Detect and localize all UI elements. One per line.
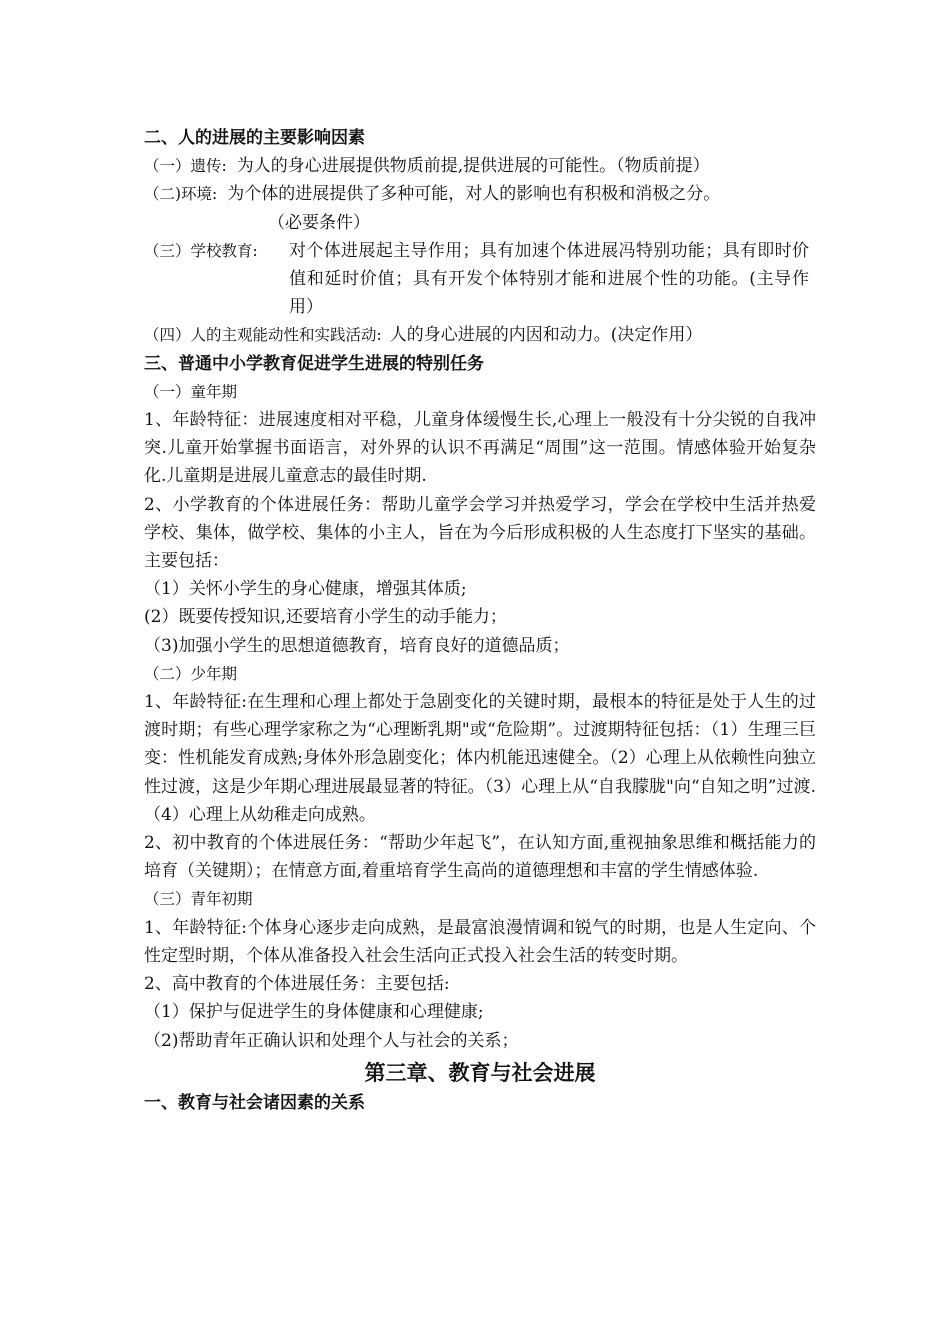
list-item: （1）关怀小学生的身心健康，增强其体质;	[144, 579, 467, 600]
item-text: 为人的身心进展提供物质前提,提供进展的可能性。（物质前提）	[236, 156, 710, 177]
subsection-adolescence: （二）少年期	[144, 664, 238, 683]
item-environment	[144, 180, 816, 208]
paragraph: 1、年龄特征：进展速度相对平稳，儿童身体缓慢生长,心理上一般没有十分尖锐的自我冲突.儿童开始掌握书面语言，对外界的认识不再满足“周围”这一范围。情感体验开始复杂化.儿童期是进展儿童意志的最佳时期.	[144, 410, 816, 487]
item-environment-note: （必要条件）	[268, 212, 370, 233]
item-label: （四）人的主观能动性和实践活动:	[144, 326, 382, 345]
list-item: (2）既要传授知识,还要培育小学生的动手能力；	[144, 607, 507, 628]
paragraph: 2、高中教育的个体进展任务：主要包括:	[144, 974, 450, 995]
item-heredity	[144, 152, 816, 180]
item-label: （一）遗传:	[144, 157, 227, 176]
section-heading-special-tasks: 三、普通中小学教育促进学生进展的特别任务	[144, 353, 484, 374]
subsection-early-youth: （三）青年初期	[144, 890, 253, 909]
item-subjective-initiative	[144, 321, 816, 349]
subsection-childhood: （一）童年期	[144, 382, 238, 401]
section-heading-education-society: 一、教育与社会诸因素的关系	[144, 1092, 365, 1113]
item-label: （二)环境:	[144, 185, 218, 204]
item-text: 为个体的进展提供了多种可能，对人的影响也有积极和消极之分。	[227, 184, 721, 205]
paragraph: 1、年龄特征:在生理和心理上都处于急剧变化的关键时期，最根本的特征是处于人生的过渡时期；有些心理学家称之为“心理断乳期"或“危险期”。过渡期特征包括：（1）生理三巨变：性机能发育成熟;身体外形急剧变化；体内机能迅速健全。（2）心理上从依赖性向独立性过渡，这是少年期心理进展最显著的特征。（3）心理上从“自我朦胧"向“自知之明”过渡.（4）心理上从幼稚走向成熟。	[144, 692, 816, 825]
item-school-education	[144, 237, 816, 322]
paragraph: 2、初中教育的个体进展任务：“帮助少年起飞”，在认知方面,重视抽象思维和概括能力的培育（关键期）；在情意方面,着重培育学生高尚的道德理想和丰富的学生情感体验.	[144, 833, 816, 882]
list-item: （2)帮助青年正确认识和处理个人与社会的关系；	[144, 1030, 519, 1051]
list-item: （3)加强小学生的思想道德教育，培育良好的道德品质；	[144, 635, 570, 656]
page-content	[144, 124, 816, 1117]
item-text: 对个体进展起主导作用；具有加速个体进展冯特别功能；具有即时价值和延时价值；具有开发个体特别才能和进展个性的功能。(主导作用）	[289, 240, 809, 318]
list-item: （1）保护与促进学生的身体健康和心理健康;	[144, 1002, 484, 1023]
item-text: 人的身心进展的内因和动力。(决定作用）	[389, 325, 703, 346]
section-heading-influence-factors: 二、人的进展的主要影响因素	[144, 128, 365, 148]
paragraph: 2、小学教育的个体进展任务：帮助儿童学会学习并热爱学习，学会在学校中生活并热爱学校、集体，做学校、集体的小主人，旨在为今后形成积极的人生态度打下坚实的基础。主要包括：	[144, 494, 816, 572]
chapter-title: 第三章、教育与社会进展	[364, 1059, 596, 1085]
paragraph: 1、年龄特征:个体身心逐步走向成熟，是最富浪漫情调和锐气的时期，也是人生定向、个性定型时期，个体从准备投入社会生活向正式投入社会生活的转变时期。	[144, 917, 816, 966]
item-label: （三）学校教育:	[144, 241, 258, 260]
